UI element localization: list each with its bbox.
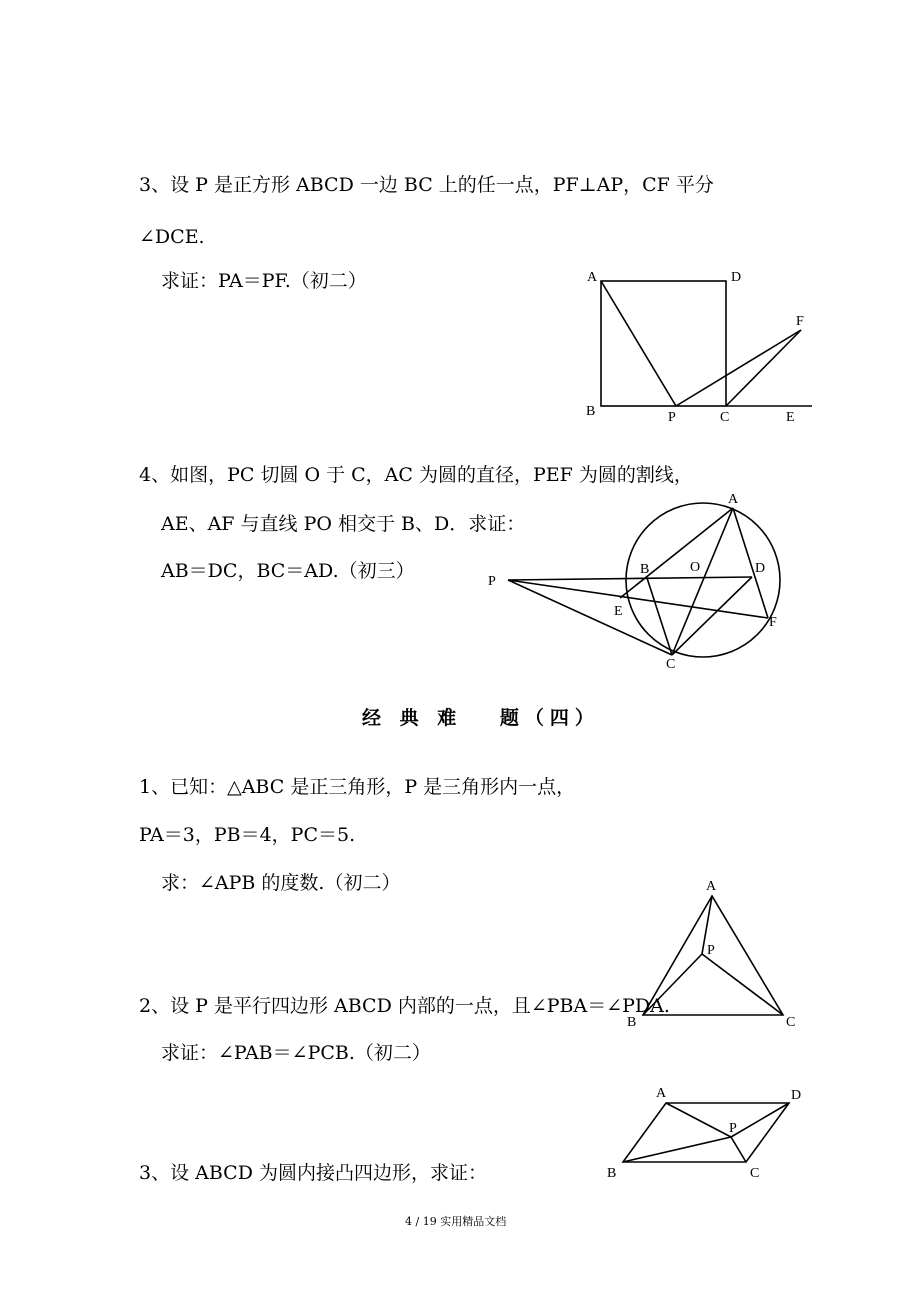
segment-dp — [731, 1103, 789, 1137]
parallelogram-abcd — [623, 1103, 789, 1162]
problem-4-line-1: 4、如图，PC 切圆 O 于 C，AC 为圆的直径，PEF 为圆的割线， — [139, 464, 693, 486]
label-a: A — [728, 492, 739, 507]
segment-cp — [731, 1137, 746, 1162]
problem-4-line-3: AB＝DC，BC＝AD.（初三） — [161, 560, 415, 582]
label-a: A — [656, 1086, 667, 1101]
label-f: F — [769, 615, 777, 630]
label-p: P — [729, 1121, 737, 1136]
label-a: A — [706, 879, 717, 894]
label-c: C — [720, 410, 730, 425]
problem-3-line-1: 3、设 P 是正方形 ABCD 一边 BC 上的任一点，PF⊥AP，CF 平分 — [139, 174, 714, 196]
question-1-line-1: 1、已知：△ABC 是正三角形，P 是三角形内一点， — [139, 776, 576, 798]
segment-ap — [666, 1103, 731, 1137]
label-p: P — [707, 943, 715, 958]
label-p: P — [488, 574, 496, 589]
label-c: C — [750, 1166, 760, 1181]
problem-4-line-2: AE、AF 与直线 PO 相交于 B、D．求证： — [161, 513, 526, 535]
label-b: B — [586, 404, 596, 419]
label-d: D — [731, 270, 742, 285]
label-e: E — [614, 604, 623, 619]
label-p: P — [668, 410, 676, 425]
question-1-line-3: 求：∠APB 的度数.（初二） — [161, 872, 401, 894]
label-c: C — [786, 1015, 796, 1030]
page-footer: 4 / 19 实用精品文档 — [405, 1215, 507, 1228]
label-d: D — [791, 1088, 802, 1103]
question-2-line-1: 2、设 P 是平行四边形 ABCD 内部的一点，且∠PBA＝∠PDA. — [139, 995, 670, 1017]
label-e: E — [786, 410, 795, 425]
label-b: B — [607, 1166, 617, 1181]
label-b: B — [627, 1015, 637, 1030]
label-d: D — [755, 561, 766, 576]
label-a: A — [587, 270, 598, 285]
problem-3-line-3: 求证：PA＝PF.（初二） — [161, 270, 367, 292]
question-2-line-2: 求证：∠PAB＝∠PCB.（初二） — [161, 1042, 431, 1064]
question-3-line-1: 3、设 ABCD 为圆内接凸四边形，求证： — [139, 1162, 487, 1184]
problem-3-line-2: ∠DCE. — [139, 226, 205, 248]
label-c: C — [666, 657, 676, 672]
section-heading: 经 典 难 题（四） — [362, 707, 600, 729]
label-o: O — [690, 560, 701, 575]
question-1-line-2: PA＝3，PB＝4，PC＝5. — [139, 824, 356, 846]
label-b: B — [640, 562, 650, 577]
label-f: F — [796, 314, 804, 329]
